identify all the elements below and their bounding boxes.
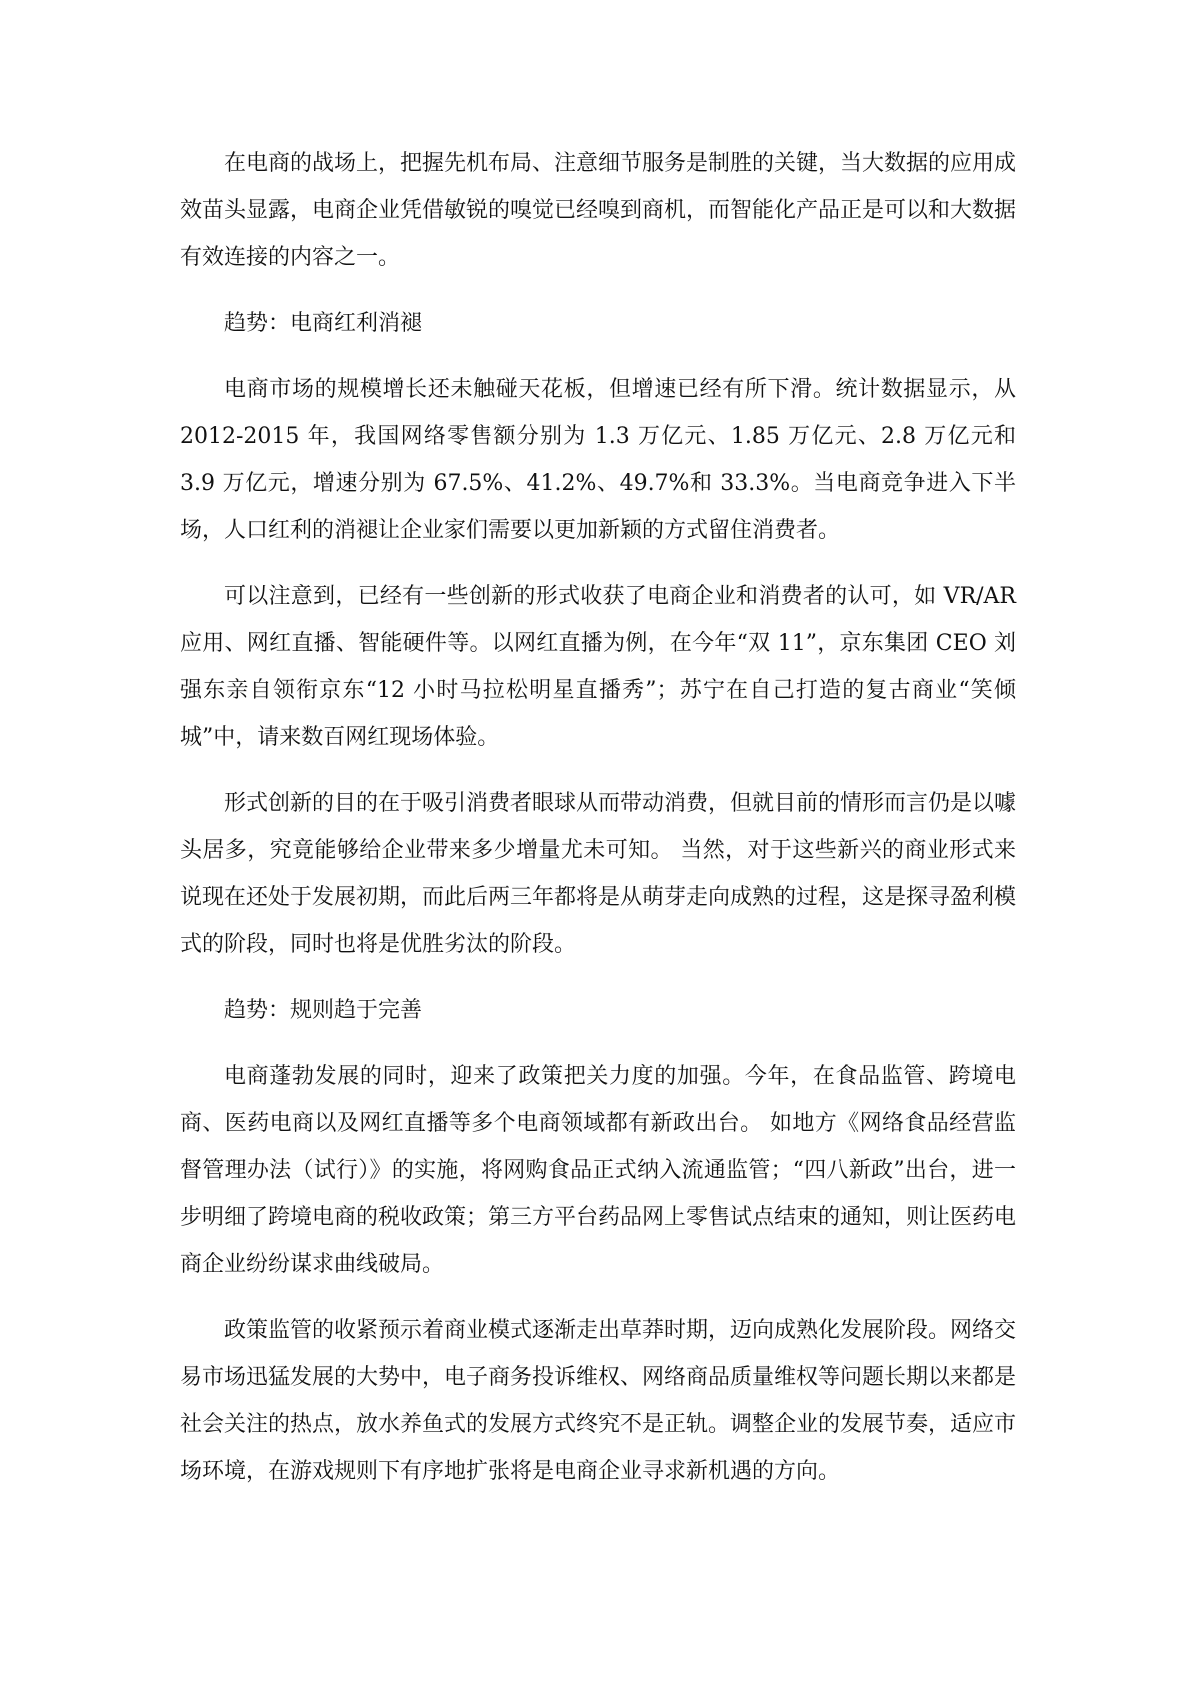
document-body (180, 140, 1016, 1514)
paragraph-form-innovation: 形式创新的目的在于吸引消费者眼球从而带动消费，但就目前的情形而言仍是以噱头居多，究竟能够给企业带来多少增量尤未可知。 当然，对于这些新兴的商业形式来说现在还处于发展初期，而此后两三年都将是从萌芽走向成熟的过程，这是探寻盈利模式的阶段，同时也将是优胜劣汰的阶段。 (180, 791, 1017, 957)
paragraph-growth: 电商市场的规模增长还未触碰天花板，但增速已经有所下滑。统计数据显示，从 2012-2015 年，我国网络零售额分别为 1.3 万亿元、1.85 万亿元、2.8 万亿元和 3.9 万亿元，增速分别为 67.5%、41.2%、49.7%和 33.3%。当电商竞争进入下半场，人口红利的消褪让企业家们需要以更加新颖的方式留住消费者。 (180, 377, 1016, 543)
paragraph-intro: 在电商的战场上，把握先机布局、注意细节服务是制胜的关键，当大数据的应用成效苗头显露，电商企业凭借敏锐的嗅觉已经嗅到商机，而智能化产品正是可以和大数据有效连接的内容之一。 (180, 151, 1017, 270)
section-heading-rules: 趋势：规则趋于完善 (224, 998, 423, 1023)
paragraph-regulation: 政策监管的收紧预示着商业模式逐渐走出草莽时期，迈向成熟化发展阶段。网络交易市场迅猛发展的大势中，电子商务投诉维权、网络商品质量维权等问题长期以来都是社会关注的热点，放水养鱼式的发展方式终究不是正轨。调整企业的发展节奏，适应市场环境，在游戏规则下有序地扩张将是电商企业寻求新机遇的方向。 (180, 1318, 1017, 1484)
section-heading-dividend: 趋势：电商红利消褪 (224, 311, 423, 336)
paragraph-policy: 电商蓬勃发展的同时，迎来了政策把关力度的加强。今年，在食品监管、跨境电商、医药电商以及网红直播等多个电商领域都有新政出台。 如地方《网络食品经营监督管理办法（试行）》的实施，将网购食品正式纳入流通监管；“四八新政”出台，进一步明细了跨境电商的税收政策；第三方平台药品网上零售试点结束的通知，则让医药电商企业纷纷谋求曲线破局。 (180, 1064, 1017, 1277)
paragraph-innovation: 可以注意到，已经有一些创新的形式收获了电商企业和消费者的认可，如 VR/AR 应用、网红直播、智能硬件等。以网红直播为例，在今年“双 11”，京东集团 CEO 刘强东亲自领衔京东“12 小时马拉松明星直播秀”；苏宁在自己打造的复古商业“笑倾城”中，请来数百网红现场体验。 (180, 584, 1016, 750)
